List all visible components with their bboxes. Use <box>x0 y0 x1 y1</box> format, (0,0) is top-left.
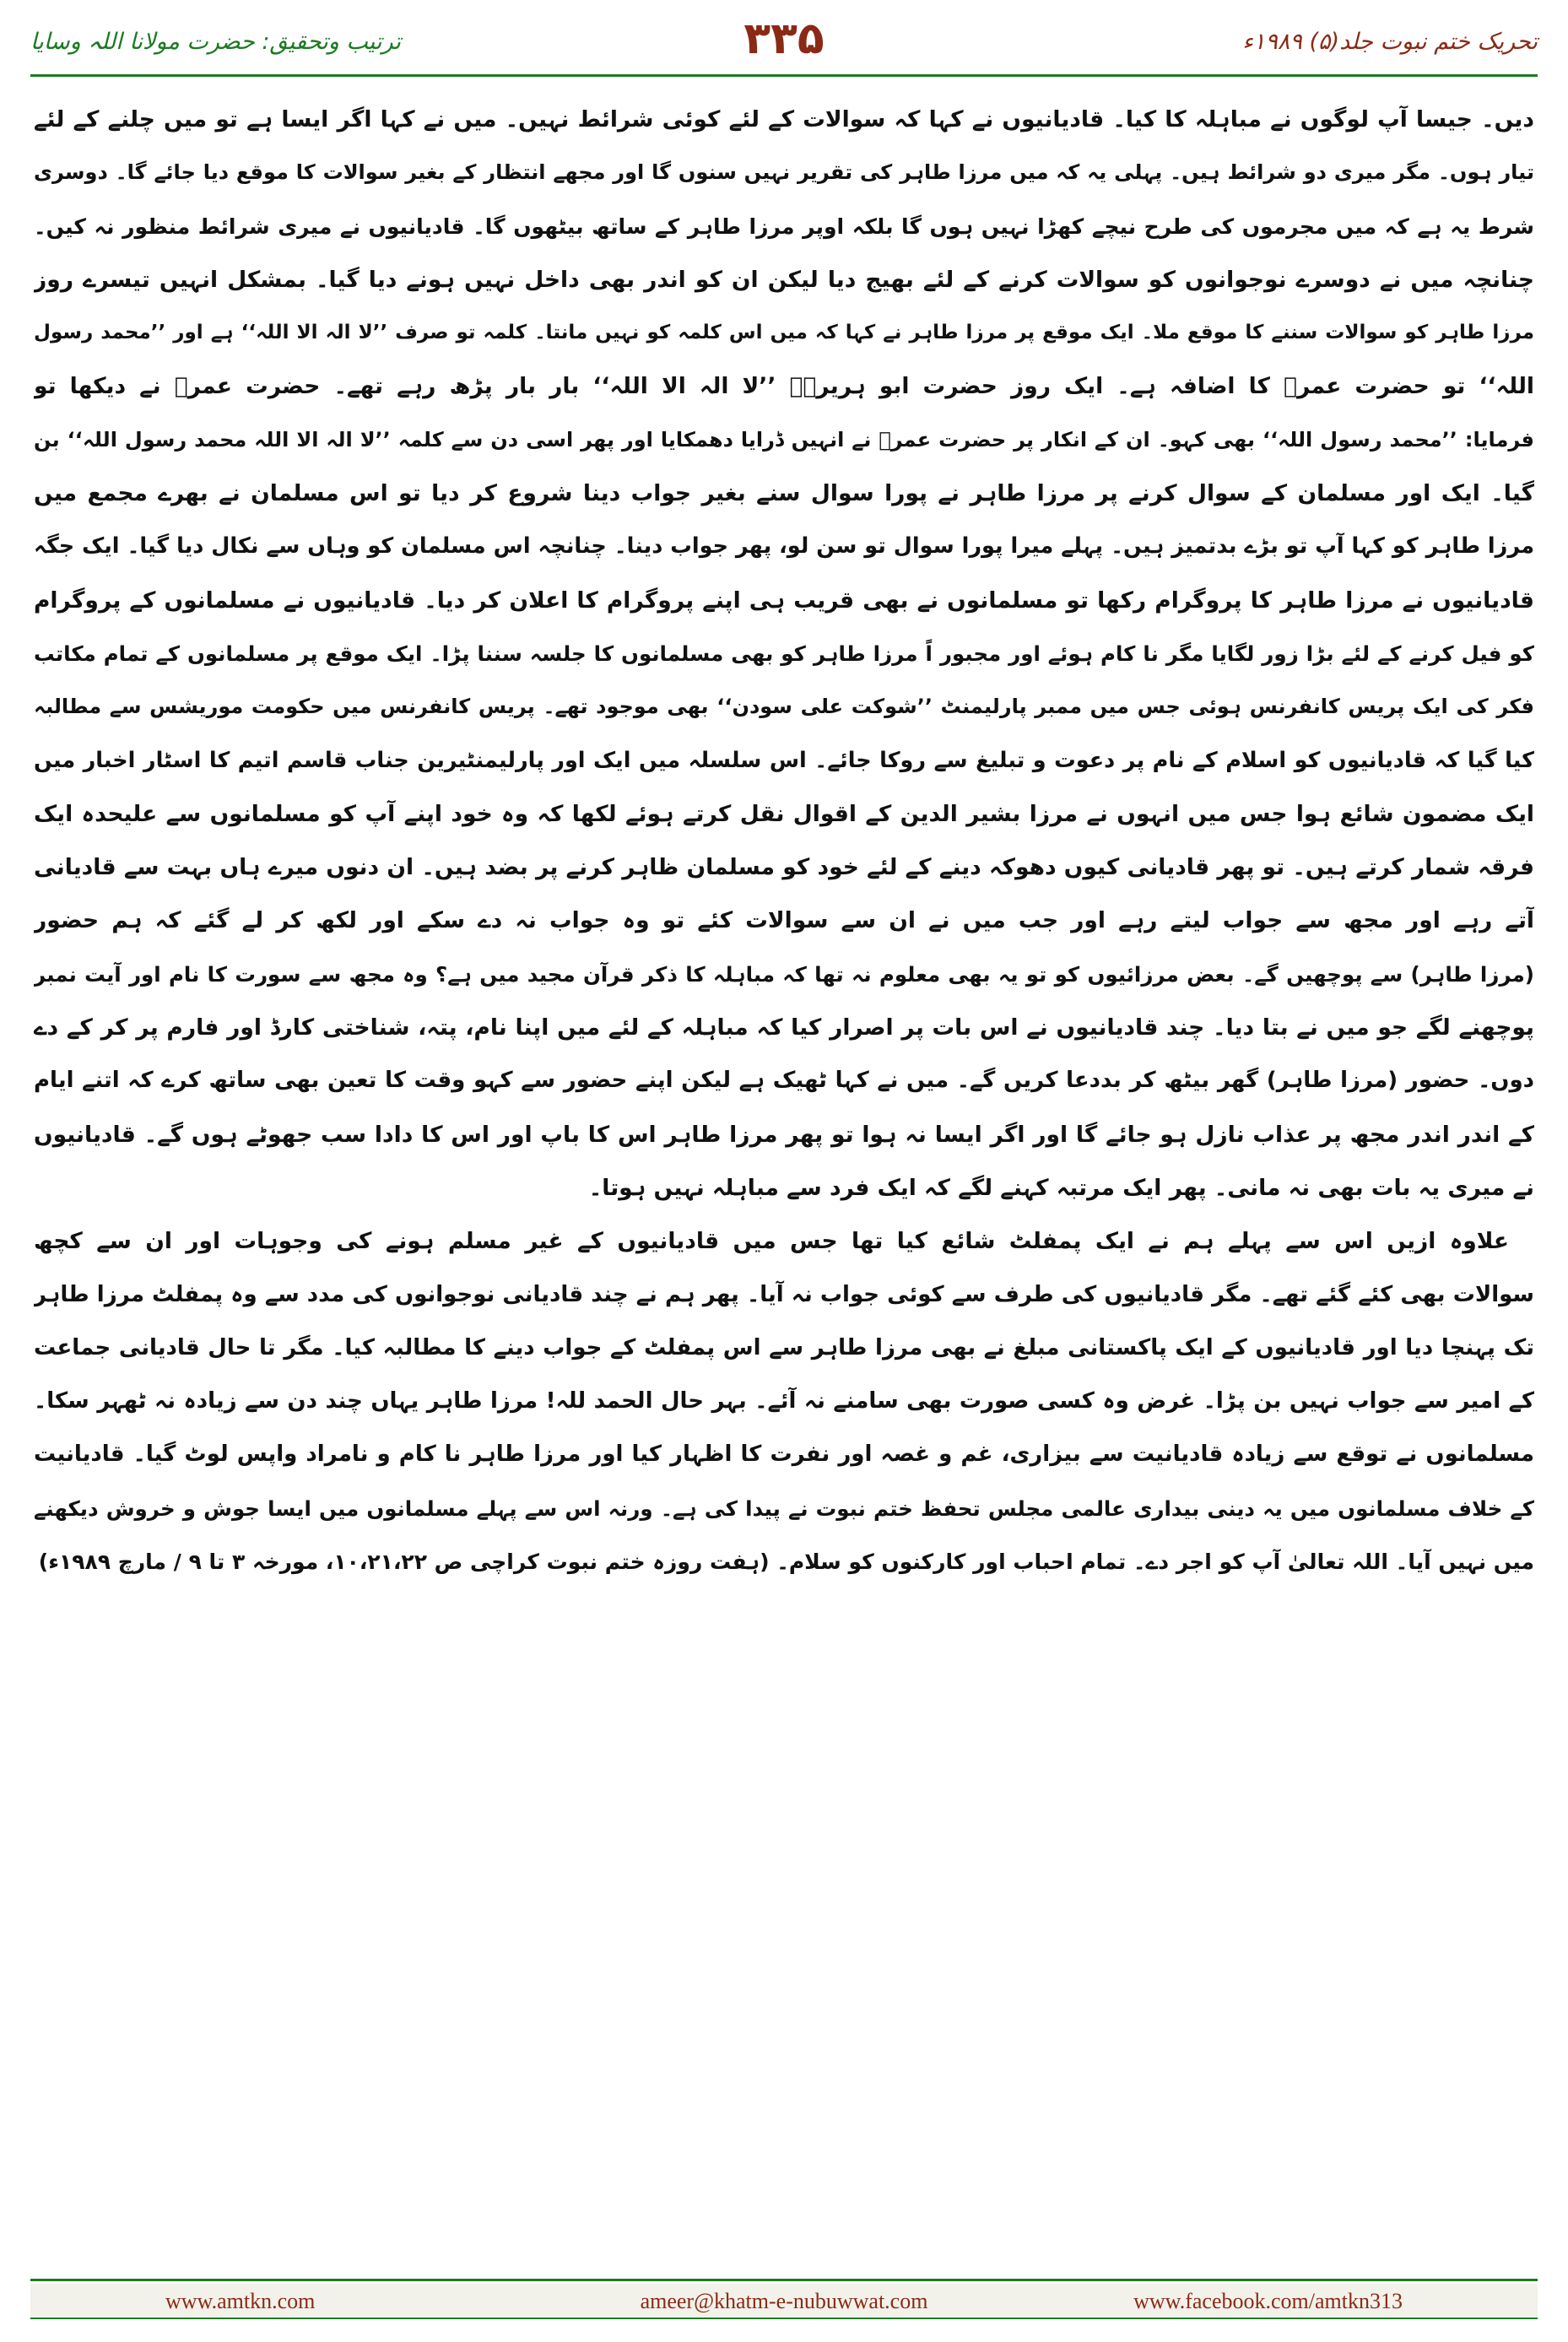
header-compiler: ترتیب وتحقیق: حضرت مولانا اللہ وسایا <box>30 29 401 55</box>
email-link[interactable]: ameer@khatm-e-nubuwwat.com <box>640 2289 928 2313</box>
header-divider <box>30 74 1538 77</box>
text-line: دوں۔ حضور (مرزا طاہر) گھر بیٹھ کر بددعا کریں گے۔ میں نے کہا ٹھیک ہے لیکن اپنے حضور سے کہو وقت کا تعین بھی ساتھ کرے کہ اتنے ایام <box>34 1068 1534 1094</box>
text-line: شرط یہ ہے کہ میں مجرموں کی طرح نیچے کھڑا نہیں ہوں گا بلکہ اوپر مرزا طاہر کے ساتھ بیٹھوں گا۔ قادیانیوں نے میری شرائط منظور نہ کیں۔ <box>34 214 1534 239</box>
text-line: گیا۔ ایک اور مسلمان کے سوال کرنے پر مرزا طاہر نے پورا سوال سنے بغیر جواب دینا شروع کر دیا تو اس مسلمان نے بھرے مجمع میں <box>34 480 1534 507</box>
text-line: پوچھنے لگے جو میں نے بتا دیا۔ چند قادیانیوں نے اس بات پر اصرار کیا کہ مباہلہ کے لئے میں اپنا نام، پتہ، شناختی کارڈ اور فارم پر کر کے دے <box>34 1014 1534 1041</box>
text-line: کیا گیا کہ قادیانیوں کو اسلام کے نام پر دعوت و تبلیغ سے روکا جائے۔ اس سلسلہ میں ایک اور پارلیمنٹیرین جناب قاسم اتیم کا اسٹار اخبار میں <box>34 747 1534 773</box>
text-line: آتے رہے اور مجھ سے جواب لیتے رہے اور جب میں نے ان سے سوالات کئے تو وہ جواب نہ دے سکے اور لکھ کر لے گئے کہ ہم حضور <box>34 907 1534 934</box>
text-line: تک پہنچا دیا اور قادیانیوں کے ایک پاکستانی مبلغ نے بھی مرزا طاہر سے اس پمفلٹ کے جواب دینے کا مطالبہ کیا۔ مگر تا حال قادیانی جماعت <box>34 1334 1534 1360</box>
text-line: کے امیر سے جواب نہیں بن پڑا۔ غرض وہ کسی صورت بھی سامنے نہ آئے۔ بہر حال الحمد للہ! مرزا طاہر یہاں چند دن سے زیادہ نہ ٹھہر سکا۔ <box>34 1388 1534 1414</box>
text-line: چنانچہ میں نے دوسرے نوجوانوں کو سوالات کرنے کے لئے بھیج دیا لیکن ان کو اندر بھی داخل نہیں ہونے دیا گیا۔ بمشکل انہیں تیسرے روز <box>34 266 1534 293</box>
text-line: علاوہ ازیں اس سے پہلے ہم نے ایک پمفلٹ شائع کیا تھا جس میں قادیانیوں کے غیر مسلم ہونے کی وجوہات اور ان سے کچھ <box>34 1228 1509 1255</box>
text-line: مسلمانوں نے توقع سے زیادہ قادیانیت سے بیزاری، غم و غصہ اور نفرت کا اظہار کیا اور مرزا طاہر نا کام و نامراد واپس لوٹ گیا۔ قادیانیت <box>34 1441 1534 1468</box>
text-line: دیں۔ جیسا آپ لوگوں نے مباہلہ کا کیا۔ قادیانیوں نے کہا کہ سوالات کے لئے کوئی شرائط نہیں۔ میں نے کہا اگر ایسا ہے تو میں چلنے کے لئے <box>34 106 1534 133</box>
footer-divider <box>30 2279 1538 2281</box>
text-line: (مرزا طاہر) سے پوچھیں گے۔ بعض مرزائیوں کو تو یہ بھی معلوم نہ تھا کہ مباہلہ کا ذکر قرآن مجید میں ہے؟ وہ مجھ سے سورت کا نام اور آیت نمبر <box>34 961 1534 987</box>
text-line: میں نہیں آیا۔ اللہ تعالیٰ آپ کو اجر دے۔ تمام احباب اور کارکنوں کو سلام۔ (ہفت روزہ ختم نبوت کراچی ص ۱۰،۲۱،۲۲، مورخہ ۳ تا ۹ / مارچ ۱۹۸۹ء) <box>38 1550 1534 1575</box>
text-line: فرمایا: ’’محمد رسول اللہ‘‘ بھی کہو۔ ان کے انکار پر حضرت عمرؓ نے انہیں ڈرایا دھمکایا اور پھر اسی دن سے کلمہ ’’لا الہ الا اللہ محمد رسول اللہ‘‘ بن <box>34 427 1534 452</box>
text-line: قادیانیوں نے مرزا طاہر کا پروگرام رکھا تو مسلمانوں نے بھی قریب ہی اپنے پروگرام کا اعلان کر دیا۔ قادیانیوں نے مسلمانوں کے پروگرام <box>34 587 1534 614</box>
text-line: کو فیل کرنے کے لئے بڑا زور لگایا مگر نا کام ہوئے اور مجبور اً مرزا طاہر کو بھی مسلمانوں کا جلسہ سننا پڑا۔ ایک موقع پر مسلمانوں کے تمام مکاتب <box>34 641 1534 666</box>
text-line: فکر کی ایک پریس کانفرنس ہوئی جس میں ممبر پارلیمنٹ ’’شوکت علی سودن‘‘ بھی موجود تھے۔ پریس کانفرنس میں حکومت موریشس سے مطالبہ <box>34 695 1534 719</box>
facebook-link[interactable]: www.facebook.com/amtkn313 <box>1133 2289 1403 2313</box>
text-line: ایک مضمون شائع ہوا جس میں انہوں نے مرزا بشیر الدین کے اقوال نقل کرتے ہوئے لکھا کہ وہ خود اپنے آپ کو مسلمانوں سے علیحدہ ایک <box>34 800 1534 827</box>
text-line: اللہ‘‘ تو حضرت عمرؓ کا اضافہ ہے۔ ایک روز حضرت ابو ہریرہؓ ’’لا الہ الا اللہ‘‘ بار بار پڑھ رہے تھے۔ حضرت عمرؓ نے دیکھا تو <box>34 373 1534 400</box>
website-link[interactable]: www.amtkn.com <box>165 2289 316 2313</box>
body-text <box>34 93 1534 1588</box>
text-line: تیار ہوں۔ مگر میری دو شرائط ہیں۔ پہلی یہ کہ میں مرزا طاہر کی تقریر نہیں سنوں گا اور مجھے انتظار کے بغیر سوالات کا موقع دیا جائے گا۔ دوسری <box>34 160 1534 185</box>
header-book-title: تحریک ختم نبوت جلد(۵) ۱۹۸۹ء <box>1242 29 1538 55</box>
page-number: ۳۳۵ <box>743 14 825 64</box>
page-header <box>30 14 1538 68</box>
page-footer <box>30 2284 1538 2319</box>
text-line: کے اندر اندر مجھ پر عذاب نازل ہو جائے گا اور اگر ایسا نہ ہوا تو پھر مرزا طاہر اس کا باپ اور اس کا دادا سب جھوٹے ہوں گے۔ قادیانیوں <box>34 1121 1534 1148</box>
text-line: مرزا طاہر کو کہا آپ تو بڑے بدتمیز ہیں۔ پہلے میرا پورا سوال تو سن لو، پھر جواب دینا۔ چنانچہ اس مسلمان کو وہاں سے نکال دیا گیا۔ ایک جگہ <box>34 533 1534 560</box>
text-line: مرزا طاہر کو سوالات سننے کا موقع ملا۔ ایک موقع پر مرزا طاہر نے کہا کہ میں اس کلمہ کو نہیں مانتا۔ کلمہ تو صرف ’’لا الہ الا اللہ‘‘ ہے اور ’’محمد رسول <box>34 322 1534 344</box>
text-line: نے میری یہ بات بھی نہ مانی۔ پھر ایک مرتبہ کہنے لگے کہ ایک فرد سے مباہلہ نہیں ہوتا۔ <box>588 1174 1534 1201</box>
text-line: سوالات بھی کئے گئے تھے۔ مگر قادیانیوں کی طرف سے کوئی جواب نہ آیا۔ پھر ہم نے چند قادیانی نوجوانوں کی مدد سے وہ پمفلٹ مرزا طاہر <box>34 1281 1534 1307</box>
text-line: فرقہ شمار کرتے ہیں۔ تو پھر قادیانی کیوں دھوکہ دینے کے لئے خود کو مسلمان ظاہر کرنے پر بضد ہیں۔ ان دنوں میرے ہاں بہت سے قادیانی <box>34 854 1534 881</box>
text-line: کے خلاف مسلمانوں میں یہ دینی بیداری عالمی مجلس تحفظ ختم نبوت نے پیدا کی ہے۔ ورنہ اس سے پہلے مسلمانوں میں ایسا جوش و خروش دیکھنے <box>34 1496 1534 1521</box>
